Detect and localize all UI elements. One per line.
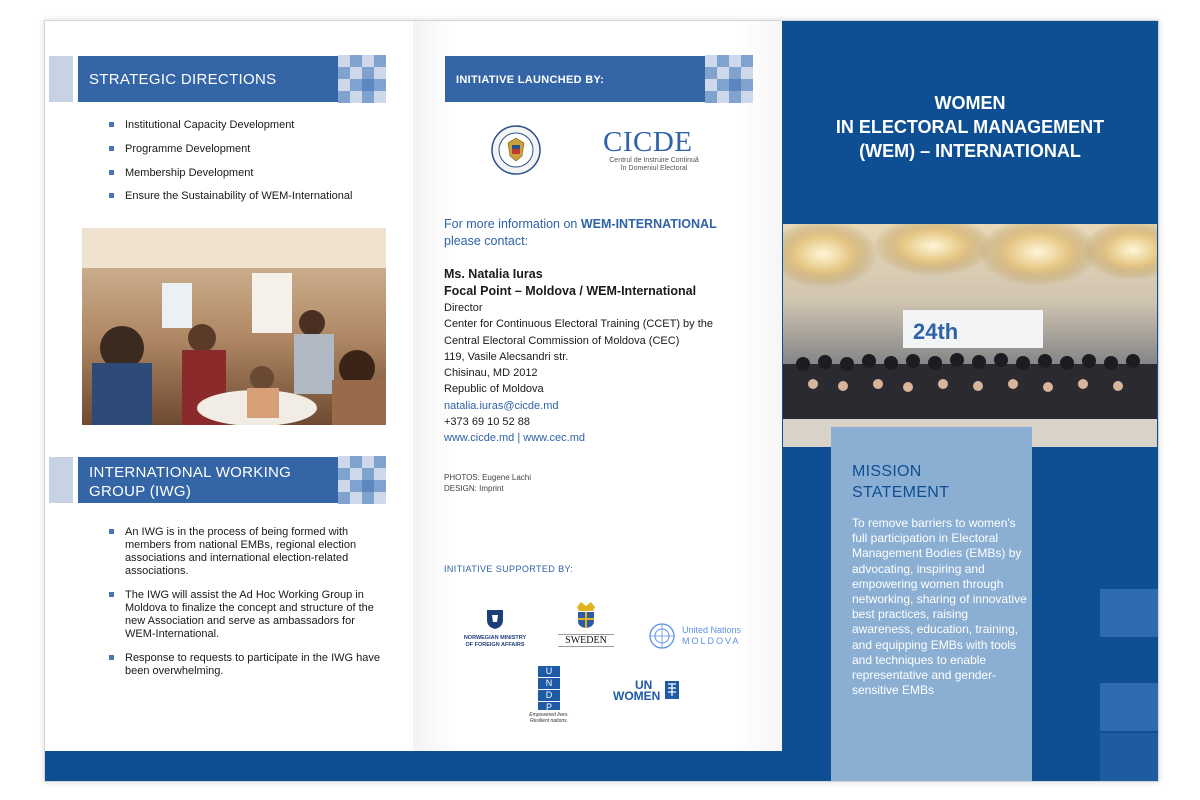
norway-crest-icon: [485, 608, 505, 630]
cicde-subtitle-line1: Centrul de Instruire Continuă: [609, 157, 699, 164]
cicde-logo: [603, 127, 713, 175]
sweden-crown-icon: [574, 599, 598, 629]
header-accent: [49, 56, 73, 102]
norway-line2: OF FOREIGN AFFAIRS: [465, 642, 525, 648]
list-item: Membership Development: [109, 167, 399, 180]
panel-cover: [782, 21, 1158, 781]
list-item: Ensure the Sustainability of WEM-International: [109, 190, 399, 203]
list-item: An IWG is in the process of being formed with members from national EMBs, regional election associations and international election-related associations.: [109, 526, 384, 578]
bottom-bar: [45, 751, 782, 781]
contact-country: Republic of Moldova: [444, 383, 544, 396]
mosaic-decoration: [705, 55, 753, 103]
undp-letter: N: [538, 678, 560, 690]
undp-tagline1: Empowered lives.: [529, 712, 569, 718]
strategic-directions-list: [109, 119, 399, 203]
list-item: Institutional Capacity Development: [109, 119, 399, 132]
info-intro-strong: WEM-INTERNATIONAL: [580, 217, 717, 231]
undp-letter: P: [545, 702, 552, 712]
group-photo: [783, 224, 1157, 447]
cover-title-line2: IN ELECTORAL MANAGEMENT: [835, 117, 1105, 137]
mission-box: [831, 427, 1032, 781]
list-item: Programme Development: [109, 143, 399, 156]
panel-strategic: [45, 21, 413, 781]
mission-statement-text: To remove barriers to women's full participation in Electoral Management Bodies (EMBs) by advocating, inspiring and empowering women through networking, sharing of innovative best practices, raising awareness, education, training, and equipping EMBs with tools and techniques to enable representative and gender-sensitive EMBs: [852, 516, 1027, 698]
strategic-directions-header: [78, 56, 386, 102]
iwg-list: [109, 526, 384, 678]
list-item: Response to requests to participate in the IWG have been overwhelming.: [109, 652, 384, 678]
contact-name: Ms. Natalia Iuras: [444, 267, 543, 281]
mosaic-decoration: [338, 55, 386, 103]
iwg-header: [78, 457, 386, 503]
list-item: The IWG will assist the Ad Hoc Working Group in Moldova to finalize the concept and structure of the new Association and serve as ambassadors for WEM-International.: [109, 589, 384, 641]
info-intro-prefix: For more information on: [444, 217, 581, 231]
undp-letter: U: [538, 666, 560, 678]
contact-street: 119, Vasile Alecsandri str.: [444, 350, 569, 363]
credits: [444, 472, 531, 494]
design-credit: DESIGN: Imprint: [444, 484, 504, 493]
mission-title: [852, 461, 949, 503]
initiative-supported-title: INITIATIVE SUPPORTED BY:: [444, 564, 574, 574]
undp-letter: D: [538, 690, 560, 702]
info-intro-line2: please contact:: [444, 234, 529, 248]
contact-org-line1: Center for Continuous Electoral Training (CCET) by the: [444, 318, 714, 331]
sweden-label: SWEDEN: [558, 634, 614, 647]
conference-banner-text: 24th: [913, 319, 959, 344]
contact-block: [444, 266, 713, 447]
contact-city: Chisinau, MD 2012: [444, 367, 538, 380]
mosaic-decoration: [338, 456, 386, 504]
contact-phone: +373 69 10 52 88: [444, 416, 530, 429]
decorative-square: [1100, 733, 1158, 781]
iwg-title-line1: INTERNATIONAL WORKING: [89, 464, 292, 481]
mission-title-line1: MISSION: [852, 463, 922, 480]
contact-org-line2: Central Electoral Commission of Moldova (CEC): [444, 334, 680, 347]
un-women-logo: [613, 679, 685, 713]
decorative-square: [1100, 683, 1158, 731]
contact-role: Focal Point – Moldova / WEM-International: [444, 284, 697, 298]
cover-title: [782, 91, 1158, 163]
contact-web-links[interactable]: www.cicde.md | www.cec.md: [444, 432, 586, 445]
decorative-square: [1100, 589, 1158, 637]
cicde-subtitle-line2: în Domeniul Electoral: [620, 165, 688, 172]
sweden-logo: [558, 599, 614, 651]
initiative-launched-header: [445, 56, 753, 102]
unwomen-women: WOMEN: [613, 689, 661, 703]
brochure: [44, 20, 1159, 782]
info-intro: [444, 216, 717, 250]
contact-email-link[interactable]: natalia.iuras@cicde.md: [444, 399, 559, 412]
panel-contact: [413, 21, 782, 781]
cover-title-line1: WOMEN: [934, 93, 1006, 113]
workshop-photo: [82, 228, 386, 425]
undp-logo: [529, 666, 569, 730]
un-line1: United Nations: [682, 625, 742, 635]
undp-tagline2: Resilient nations.: [529, 718, 569, 724]
cover-title-line3: (WEM) – INTERNATIONAL: [859, 141, 1081, 161]
initiative-launched-title: INITIATIVE LAUNCHED BY:: [456, 74, 605, 86]
iwg-title-line2: GROUP (IWG): [89, 483, 192, 500]
photos-credit: PHOTOS: Eugene Lachi: [444, 473, 532, 482]
unwomen-emblem-icon: [665, 681, 679, 699]
un-emblem-icon: [649, 623, 675, 649]
cec-seal-logo: [491, 125, 541, 175]
un-line2: MOLDOVA: [682, 636, 741, 646]
norway-line1: NORWEGIAN MINISTRY: [463, 635, 527, 641]
cicde-wordmark: CICDE: [603, 126, 693, 158]
contact-title: Director: [444, 302, 483, 314]
unwomen-un: UN: [635, 678, 653, 692]
header-accent: [49, 457, 73, 503]
un-moldova-logo: [649, 623, 759, 651]
norway-ministry-logo: [453, 608, 537, 650]
strategic-directions-title: STRATEGIC DIRECTIONS: [89, 71, 277, 88]
mission-title-line2: STATEMENT: [852, 484, 950, 501]
